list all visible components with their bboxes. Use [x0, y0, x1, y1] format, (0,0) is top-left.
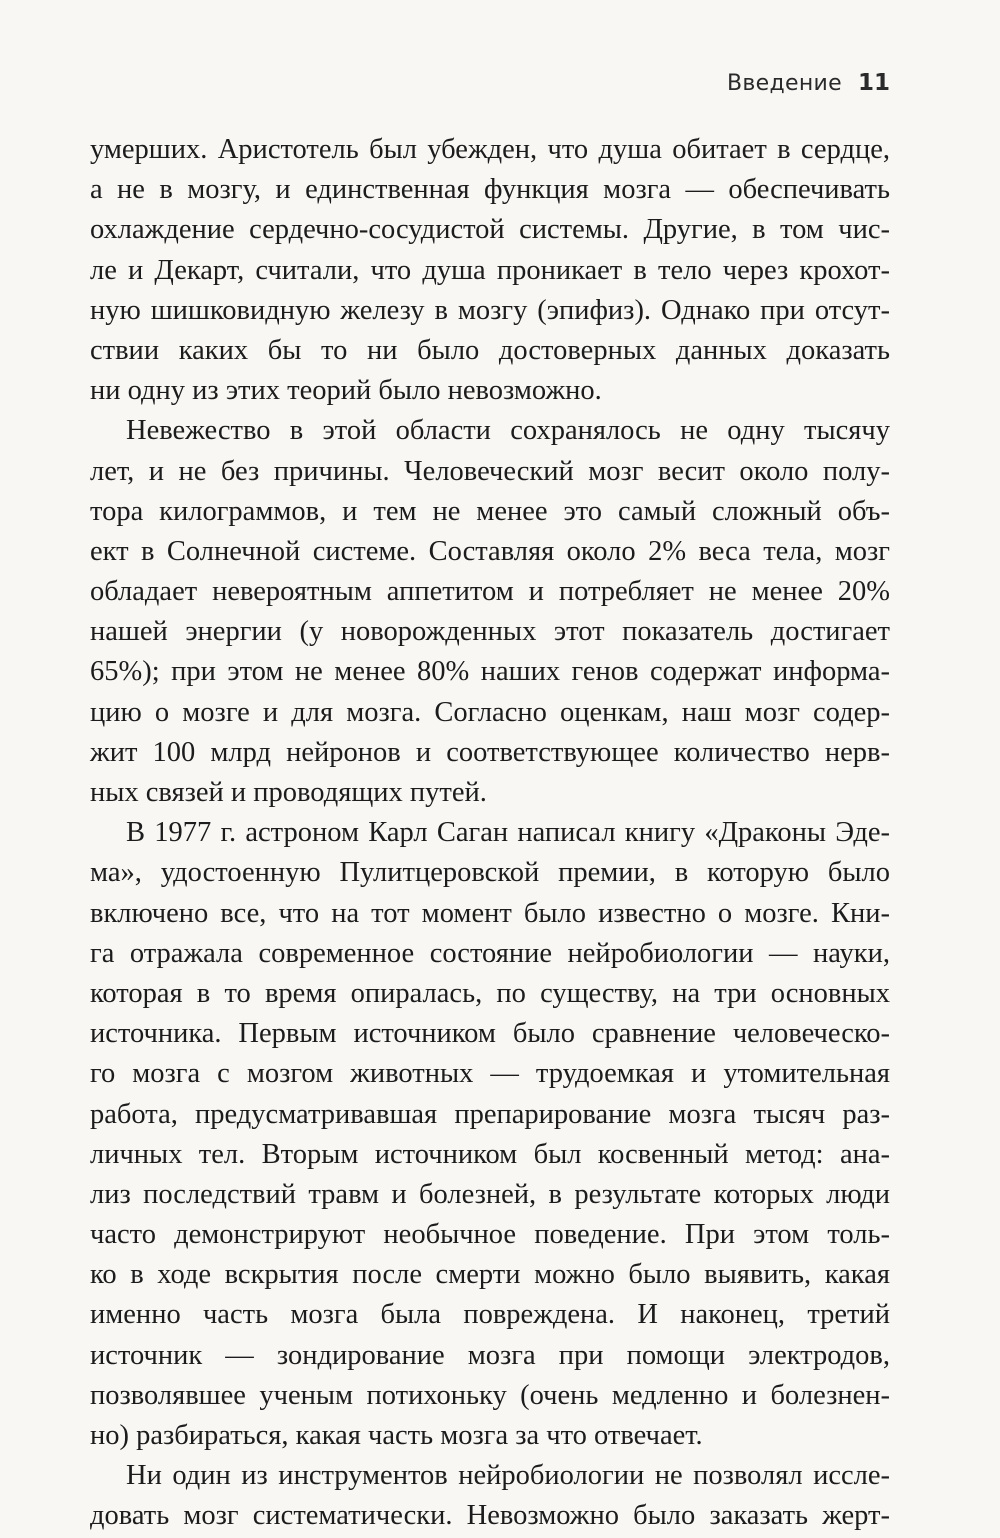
- text-line: тора килограммов, и тем не менее это самый сложный объ-: [90, 495, 890, 527]
- paragraph: [90, 1456, 890, 1536]
- text-line: довать мозг систематически. Невозможно было заказать жерт-: [90, 1500, 890, 1532]
- text-line: которая в то время опиралась, по существу, на три основных: [90, 977, 890, 1009]
- text-line: именно часть мозга была повреждена. И наконец, третий: [90, 1299, 890, 1331]
- text-line: умерших. Аристотель был убежден, что душа обитает в сердце,: [90, 134, 890, 165]
- running-head: [727, 70, 890, 96]
- text-line: лиз последствий травм и болезней, в результате которых люди: [90, 1178, 890, 1210]
- text-line: ствии каких бы то ни было достоверных данных доказать: [90, 334, 890, 366]
- text-line: работа, предусматривавшая препарирование мозга тысяч раз-: [90, 1098, 890, 1130]
- text-line: В 1977 г. астроном Карл Саган написал книгу «Драконы Эде-: [126, 817, 890, 849]
- page-number: 11: [857, 70, 890, 96]
- paragraph: [90, 813, 890, 1456]
- text-line: включено все, что на тот момент было известно о мозге. Кни-: [90, 897, 890, 929]
- text-line: цию о мозге и для мозга. Согласно оценкам, наш мозг содер-: [90, 696, 890, 728]
- text-line: ную шишковидную железу в мозгу (эпифиз). Однако при отсут-: [90, 294, 890, 326]
- text-line: нашей энергии (у новорожденных этот показатель достигает: [90, 616, 890, 648]
- text-line: часто демонстрируют необычное поведение. При этом толь-: [90, 1219, 890, 1251]
- text-line: позволявшее ученым потихоньку (очень медленно и болезнен-: [90, 1379, 890, 1411]
- section-title: Введение: [727, 71, 842, 96]
- text-line: но) разбираться, какая часть мозга за что отвечает.: [90, 1420, 703, 1451]
- text-line: жит 100 млрд нейронов и соответствующее количество нерв-: [90, 736, 890, 768]
- text-line: источник — зондирование мозга при помощи электродов,: [90, 1339, 890, 1371]
- text-line: го мозга с мозгом животных — трудоемкая и утомительная: [90, 1058, 890, 1090]
- text-line: охлаждение сердечно-сосудистой системы. Другие, в том чис-: [90, 214, 890, 246]
- text-line: Ни один из инструментов нейробиологии не позволял иссле-: [126, 1460, 890, 1492]
- text-line: ных связей и проводящих путей.: [90, 777, 487, 808]
- paragraph: [90, 130, 890, 411]
- text-line: ни одну из этих теорий было невозможно.: [90, 375, 602, 407]
- text-line: источника. Первым источником было сравнение человеческо-: [90, 1018, 890, 1050]
- text-line: лет, и не без причины. Человеческий мозг весит около полу-: [90, 455, 890, 487]
- text-line: ма», удостоенную Пулитцеровской премии, в которую было: [90, 857, 890, 889]
- text-line: а не в мозгу, и единственная функция мозга — обеспечивать: [90, 174, 890, 206]
- text-line: га отражала современное состояние нейробиологии — науки,: [90, 937, 890, 969]
- text-line: ект в Солнечной системе. Составляя около 2% веса тела, мозг: [90, 535, 890, 567]
- text-line: личных тел. Вторым источником был косвенный метод: ана-: [90, 1138, 890, 1170]
- text-line: ле и Декарт, считали, что душа проникает в тело через крохот-: [90, 254, 890, 286]
- text-line: 65%); при этом не менее 80% наших генов содержат информа-: [90, 656, 890, 688]
- paragraph: [90, 411, 890, 813]
- text-line: обладает невероятным аппетитом и потребляет не менее 20%: [90, 576, 890, 608]
- body-text: [90, 130, 890, 1537]
- text-line: ко в ходе вскрытия после смерти можно было выявить, какая: [90, 1259, 890, 1291]
- text-line: Невежество в этой области сохранялось не одну тысячу: [126, 415, 890, 447]
